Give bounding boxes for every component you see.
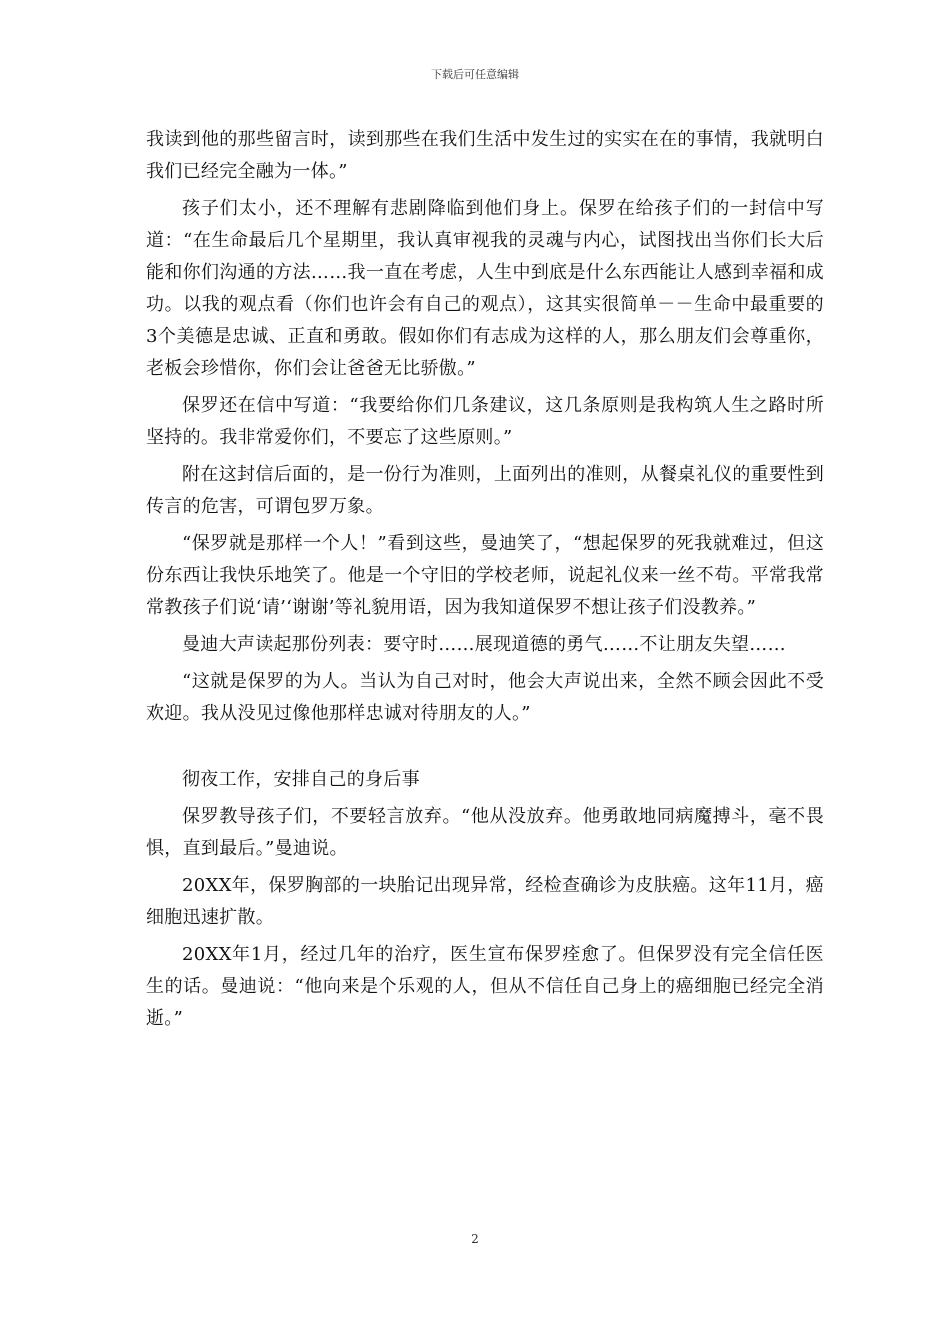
- paragraph: 附在这封信后面的，是一份行为准则，上面列出的准则，从餐桌礼仪的重要性到传言的危害，可谓包罗万象。: [146, 464, 824, 517]
- paragraph: 孩子们太小，还不理解有悲剧降临到他们身上。保罗在给孩子们的一封信中写道：“在生命最后几个星期里，我认真审视我的灵魂与内心，试图找出当你们长大后能和你们沟通的方法……我一直在考虑，人生中到底是什么东西能让人感到幸福和成功。以我的观点看（你们也许会有自己的观点），这其实很简单－－生命中最重要的3个美德是忠诚、正直和勇敢。假如你们有志成为这样的人，那么朋友们会尊重你，老板会珍惜你，你们会让爸爸无比骄傲。”: [146, 198, 824, 379]
- paragraph: 保罗还在信中写道：“我要给你们几条建议，这几条原则是我构筑人生之路时所坚持的。我非常爱你们，不要忘了这些原则。”: [146, 395, 824, 448]
- document-body: [146, 124, 824, 1040]
- paragraph: “这就是保罗的为人。当认为自己对时，他会大声说出来，全然不顾会因此不受欢迎。我从没见过像他那样忠诚对待朋友的人。”: [146, 671, 824, 724]
- paragraph: 20XX年，保罗胸部的一块胎记出现异常，经检查确诊为皮肤癌。这年11月，癌细胞迅速扩散。: [146, 875, 824, 928]
- paragraph: 曼迪大声读起那份列表：要守时……展现道德的勇气……不让朋友失望……: [182, 634, 786, 655]
- paragraph: 我读到他的那些留言时，读到那些在我们生活中发生过的实实在在的事情，我就明白我们已经完全融为一体。”: [146, 129, 824, 182]
- page-header: 下载后可任意编辑: [431, 68, 519, 81]
- page-number: 2: [471, 1232, 479, 1246]
- paragraph: 20XX年1月，经过几年的治疗，医生宣布保罗痊愈了。但保罗没有完全信任医生的话。曼迪说：“他向来是个乐观的人，但从不信任自己身上的癌细胞已经完全消逝。”: [146, 944, 824, 1029]
- section-heading: 彻夜工作，安排自己的身后事: [182, 769, 420, 790]
- paragraph: 保罗教导孩子们，不要轻言放弃。“他从没放弃。他勇敢地同病魔搏斗，毫不畏惧，直到最后。”曼迪说。: [146, 806, 824, 859]
- paragraph: “保罗就是那样一个人！”看到这些，曼迪笑了，“想起保罗的死我就难过，但这份东西让我快乐地笑了。他是一个守旧的学校老师，说起礼仪来一丝不苟。平常我常常教孩子们说‘请’‘谢谢’等礼貌用语，因为我知道保罗不想让孩子们没教养。”: [146, 533, 824, 618]
